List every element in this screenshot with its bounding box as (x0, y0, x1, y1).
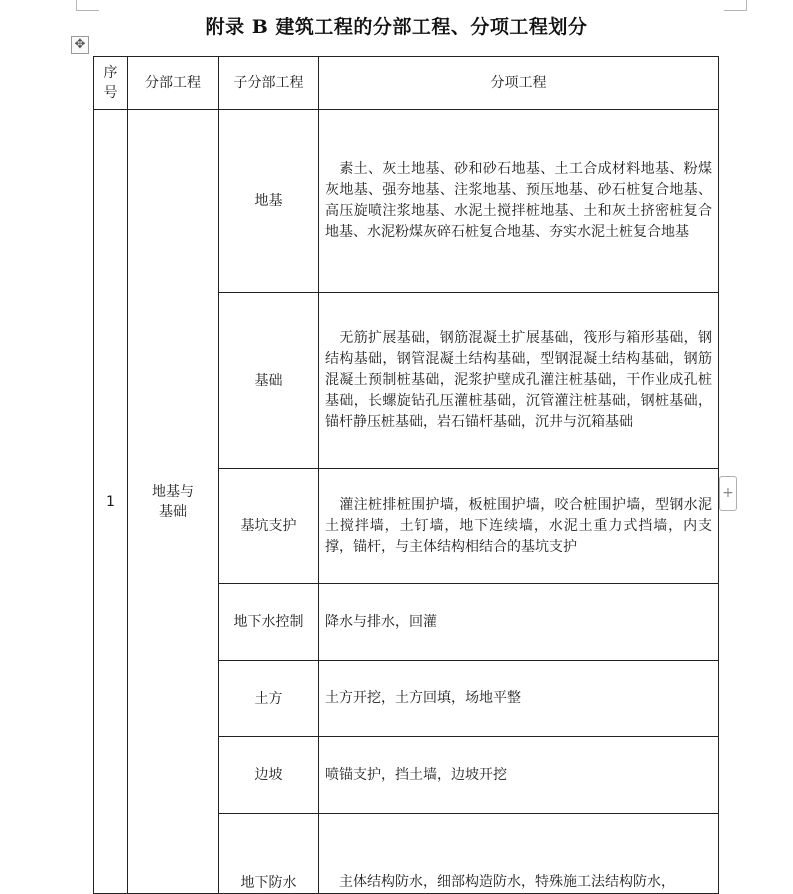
header-division: 分部工程 (128, 57, 219, 110)
table-header-row (94, 57, 719, 110)
subdivision-cell: 地基 (219, 110, 319, 293)
subdivision-cell: 地下防水 (219, 814, 319, 894)
group-division: 地基与基础 (128, 110, 219, 894)
table-move-handle-icon[interactable]: ✥ (71, 36, 89, 54)
header-subdivision: 子分部工程 (219, 57, 319, 110)
subdivision-cell: 土方 (219, 661, 319, 737)
group-seq: 1 (94, 110, 128, 894)
table-row (94, 110, 719, 293)
subdivision-cell: 基坑支护 (219, 469, 319, 584)
items-cell: 素土、灰土地基、砂和砂石地基、土工合成材料地基、粉煤灰地基、强夯地基、注浆地基、预压地基、砂石桩复合地基、高压旋喷注浆地基、水泥土搅拌桩地基、土和灰土挤密桩复合地基、水泥粉煤灰碎石桩复合地基、夯实水泥土桩复合地基 (319, 110, 719, 293)
page-corner-mark-right (724, 0, 747, 11)
items-cell: 主体结构防水，细部构造防水，特殊施工法结构防水， (319, 814, 719, 894)
items-cell: 降水与排水，回灌 (319, 584, 719, 661)
subdivision-cell: 基础 (219, 293, 319, 469)
subdivision-cell: 地下水控制 (219, 584, 319, 661)
header-seq: 序号 (94, 57, 128, 110)
page-corner-mark-left (76, 0, 99, 11)
items-cell: 土方开挖，土方回填，场地平整 (319, 661, 719, 737)
items-cell: 喷锚支护，挡土墙，边坡开挖 (319, 737, 719, 814)
items-cell: 灌注桩排桩围护墙，板桩围护墙，咬合桩围护墙，型钢水泥土搅拌墙，土钉墙，地下连续墙，水泥土重力式挡墙，内支撑，锚杆，与主体结构相结合的基坑支护 (319, 469, 719, 584)
header-items: 分项工程 (319, 57, 719, 110)
page-title: 附录 B 建筑工程的分部工程、分项工程划分 (205, 16, 588, 38)
division-table (93, 56, 719, 894)
add-column-plus-icon[interactable]: + (719, 476, 737, 511)
items-cell: 无筋扩展基础，钢筋混凝土扩展基础，筏形与箱形基础，钢结构基础，钢管混凝土结构基础，型钢混凝土结构基础，钢筋混凝土预制桩基础，泥浆护壁成孔灌注桩基础，干作业成孔桩基础，长螺旋钻孔压灌桩基础，沉管灌注桩基础，钢桩基础，锚杆静压桩基础，岩石锚杆基础，沉井与沉箱基础 (319, 293, 719, 469)
subdivision-cell: 边坡 (219, 737, 319, 814)
